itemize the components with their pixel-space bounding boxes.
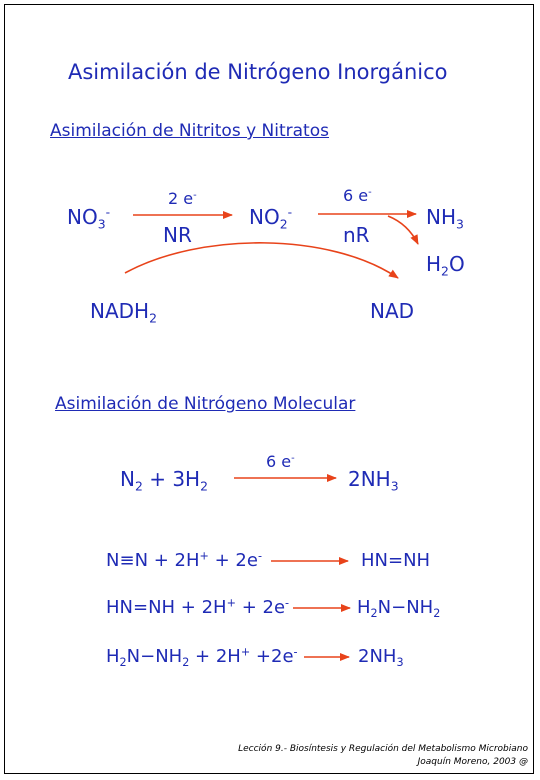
label-2e: 2 e-: [168, 189, 197, 208]
species-nh3-top: $NH_3$: [426, 205, 464, 232]
species-h2o: $H_2O$: [426, 252, 465, 279]
species-no2: $NO_2^-$: [249, 204, 293, 232]
main-equation-lhs: $N_2 + 3H_2$: [120, 467, 208, 494]
species-nadh2: $NADH_2$: [90, 299, 157, 326]
main-equation-electrons: 6 e-: [266, 452, 295, 471]
enzyme-nir: nR: [343, 223, 370, 247]
footer-author: Joaquín Moreno, 2003 @: [417, 757, 528, 767]
footer-lesson: Lección 9.- Biosíntesis y Regulación del Metabolismo Microbiano: [238, 744, 528, 754]
step3-lhs: $H_2N-NH_2 + 2H^+ +2e^-$: [106, 645, 298, 669]
arrow-no2-to-h2o: [388, 216, 418, 244]
main-equation-rhs: $2NH_3$: [348, 467, 399, 494]
label-6e-top: 6 e-: [343, 186, 372, 205]
step2-lhs: HN=NH + 2H+ + 2e-: [106, 596, 290, 618]
species-no3: $NO_3^-$: [67, 204, 111, 232]
step1-rhs: HN=NH: [361, 550, 431, 571]
step3-rhs: $2NH_3$: [358, 646, 404, 669]
step1-lhs: N≡N + 2H+ + 2e-: [106, 549, 262, 571]
section-heading-nitritos: Asimilación de Nitritos y Nitratos: [50, 121, 329, 141]
species-nad: NAD: [370, 299, 415, 323]
step2-rhs: $H_2N-NH_2$: [357, 597, 441, 620]
arrow-nadh2-to-nad: [125, 243, 398, 278]
page-title: Asimilación de Nitrógeno Inorgánico: [68, 60, 448, 84]
section-heading-molecular: Asimilación de Nitrógeno Molecular: [55, 394, 356, 414]
enzyme-nr: NR: [163, 223, 192, 247]
